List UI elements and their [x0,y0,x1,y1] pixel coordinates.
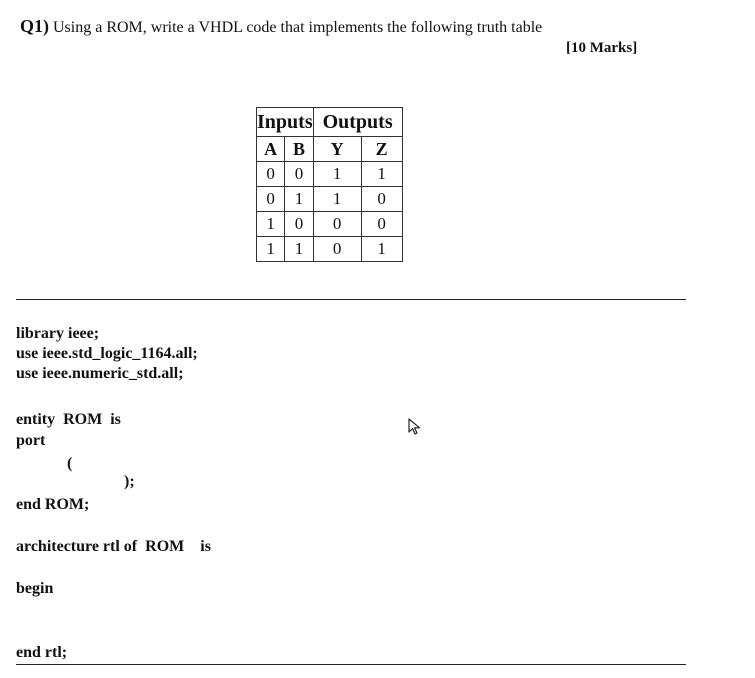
code-end-rtl-line: end rtl; [16,644,68,661]
table-row [257,187,403,212]
truth-table [256,107,403,262]
divider-top [16,299,686,300]
code-close-paren: ); [124,473,135,490]
table-cell: 0 [285,212,313,237]
mouse-pointer-icon [408,418,422,436]
column-header-z: Z [361,137,402,162]
divider-bottom [16,664,686,665]
marks-label: [10 Marks] [566,40,638,56]
table-cell: 0 [313,212,361,237]
code-architecture-line [16,538,211,556]
table-cell: 1 [361,237,402,262]
code-library-line: library ieee; [16,325,100,342]
code-begin-line: begin [16,580,54,597]
code-open-paren: ( [67,455,73,472]
architecture-entity-name: ROM [145,538,185,555]
table-cell: 1 [313,187,361,212]
entity-name: ROM [63,411,103,428]
inputs-header: Inputs [257,108,314,137]
code-end-entity-line: end ROM; [16,496,90,513]
table-cell: 0 [361,187,402,212]
table-row [257,237,403,262]
table-cell: 1 [313,162,361,187]
code-use-line-1: use ieee.std_logic_1164.all; [16,345,198,362]
table-cell: 0 [257,162,285,187]
column-header-y: Y [313,137,361,162]
table-cell: 1 [285,237,313,262]
question-title [20,16,542,37]
entity-keyword: entity [16,411,56,428]
table-cell: 1 [285,187,313,212]
outputs-header: Outputs [313,108,402,137]
architecture-prefix: architecture rtl of [16,538,138,555]
table-row [257,162,403,187]
column-header-a: A [257,137,285,162]
table-cell: 0 [257,187,285,212]
code-entity-line [16,411,121,429]
column-header-b: B [285,137,313,162]
table-cell: 1 [257,237,285,262]
table-cell: 1 [361,162,402,187]
table-cell: 0 [313,237,361,262]
table-cell: 0 [285,162,313,187]
entity-is-keyword: is [110,411,121,428]
question-text: Using a ROM, write a VHDL code that implements the following truth table [53,19,543,36]
code-use-line-2: use ieee.numeric_std.all; [16,365,184,382]
table-cell: 1 [257,212,285,237]
code-port-line: port [16,432,46,449]
table-cell: 0 [361,212,402,237]
question-number: Q1) [20,16,49,36]
table-row [257,212,403,237]
architecture-is-keyword: is [200,538,211,555]
